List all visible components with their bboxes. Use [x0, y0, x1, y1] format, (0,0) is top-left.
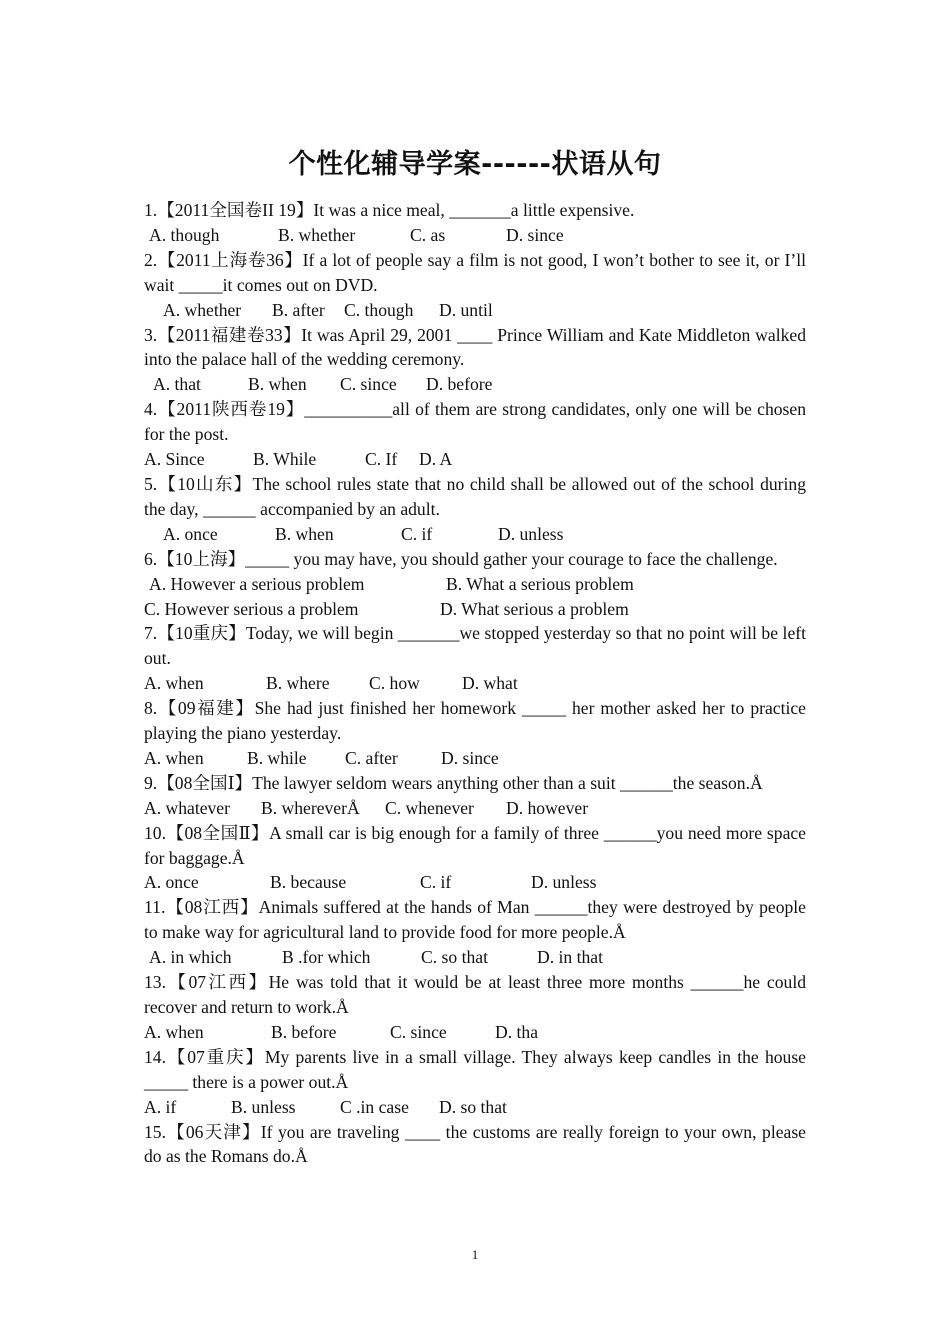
- options-row: [144, 597, 806, 622]
- question-stem: 9.【08全国Ⅰ】The lawyer seldom wears anything other than a suit ______the season.Å: [144, 772, 763, 793]
- option-d: D. before: [426, 374, 493, 395]
- option-d: D. since: [506, 224, 564, 245]
- option-c: C. However serious a problem: [144, 598, 359, 619]
- option-d: D. tha: [495, 1021, 538, 1042]
- option-d: D. unless: [498, 523, 564, 544]
- option-b: B. because: [270, 872, 347, 893]
- option-d: D. What serious a problem: [440, 598, 629, 619]
- option-c: C. as: [410, 224, 446, 245]
- option-d: D. so that: [439, 1096, 507, 1117]
- options-row: [144, 522, 806, 547]
- option-a: A. once: [144, 872, 199, 893]
- question-list: [144, 198, 806, 1169]
- options-row: [144, 746, 806, 771]
- options-row: [144, 1020, 806, 1045]
- option-a: A. though: [149, 224, 220, 245]
- option-b: B. whether: [278, 224, 356, 245]
- question-stem: 13.【07江西】He was told that it would be at least three more months ______he could recover and return to work.Å: [144, 972, 806, 1017]
- question-stem: 15.【06天津】If you are traveling ____ the customs are really foreign to your own, please do as the Romans do.Å: [144, 1121, 806, 1167]
- question-stem: 8.【09福建】She had just finished her homework _____ her mother asked her to practice playing the piano yesterday.: [144, 698, 806, 744]
- option-b: B. While: [253, 449, 317, 470]
- option-c: C. since: [340, 374, 397, 395]
- option-d: D. since: [441, 747, 499, 768]
- option-b: B. whereverÅ: [261, 797, 360, 818]
- option-a: A. in which: [149, 947, 232, 968]
- options-row: [144, 671, 806, 696]
- option-c: C. how: [369, 673, 420, 694]
- option-b: B. before: [271, 1021, 337, 1042]
- options-row: [144, 298, 806, 323]
- options-row: [144, 1095, 806, 1120]
- option-a: A. whatever: [144, 797, 230, 818]
- option-b: B. when: [275, 523, 334, 544]
- option-b: B. where: [266, 673, 330, 694]
- question-stem: 2.【2011上海卷36】If a lot of people say a film is not good, I won’t bother to see it, or I’ll wait _____it comes out on DVD.: [144, 249, 806, 295]
- question-stem: 7.【10重庆】Today, we will begin _______we stopped yesterday so that no point will be left out.: [144, 623, 806, 669]
- question-stem: 4.【2011陕西卷19】__________all of them are strong candidates, only one will be chosen for the post.: [144, 399, 806, 445]
- question-stem: 3.【2011福建卷33】It was April 29, 2001 ____ Prince William and Kate Middleton walked into the palace hall of the wedding ceremony.: [144, 324, 806, 370]
- question-stem: 1.【2011全国卷II 19】It was a nice meal, _______a little expensive.: [144, 200, 635, 220]
- question-stem: 5.【10山东】The school rules state that no child shall be allowed out of the school during the day, ______ accompanied by an adult.: [144, 473, 806, 519]
- option-a: A. Since: [144, 449, 205, 470]
- option-a: A. when: [144, 673, 204, 694]
- option-a: A. once: [163, 523, 218, 544]
- option-a: A. when: [144, 747, 204, 768]
- options-row: [144, 223, 806, 248]
- option-a: A. if: [144, 1096, 177, 1117]
- option-a: A. when: [144, 1021, 204, 1042]
- option-d: D. until: [439, 299, 493, 320]
- option-a: A. However a serious problem: [149, 573, 365, 594]
- option-b: B .for which: [282, 947, 371, 968]
- option-a: A. whether: [163, 299, 242, 320]
- option-a: A. that: [153, 374, 201, 395]
- question-stem: 14.【07重庆】My parents live in a small village. They always keep candles in the house _____ there is a power out.Å: [144, 1046, 806, 1092]
- options-row: [144, 945, 806, 970]
- option-d: D. A: [419, 449, 453, 470]
- option-c: C. since: [390, 1021, 447, 1042]
- option-c: C. so that: [421, 947, 488, 968]
- page-number: 1: [471, 1247, 479, 1262]
- option-c: C. though: [344, 299, 414, 320]
- option-b: B. unless: [231, 1096, 296, 1117]
- question-stem: 11.【08江西】Animals suffered at the hands of Man ______they were destroyed by people to make way for agricultural land to provide food for more people.Å: [144, 897, 806, 943]
- option-b: B. What a serious problem: [446, 573, 634, 594]
- question-stem: 10.【08全国Ⅱ】A small car is big enough for a family of three ______you need more space for baggage.Å: [144, 822, 806, 868]
- option-c: C. if: [401, 523, 433, 544]
- option-d: D. unless: [531, 872, 597, 893]
- option-c: C .in case: [340, 1096, 409, 1117]
- option-c: C. after: [345, 747, 398, 768]
- options-row: [144, 447, 806, 472]
- option-d: D. in that: [537, 947, 603, 968]
- page-title: 个性化辅导学案------状语从句: [288, 149, 662, 180]
- option-b: B. when: [248, 374, 307, 395]
- option-d: D. however: [506, 797, 589, 818]
- option-c: C. whenever: [385, 797, 474, 818]
- option-b: B. after: [272, 299, 325, 320]
- question-stem: 6.【10上海】_____ you may have, you should gather your courage to face the challenge.: [144, 548, 778, 569]
- option-b: B. while: [247, 747, 307, 768]
- option-c: C. If: [365, 449, 398, 470]
- option-d: D. what: [462, 673, 518, 694]
- option-c: C. if: [420, 872, 452, 893]
- options-row: [144, 870, 806, 895]
- options-row: [144, 572, 806, 597]
- options-row: [144, 372, 806, 397]
- options-row: [144, 796, 806, 821]
